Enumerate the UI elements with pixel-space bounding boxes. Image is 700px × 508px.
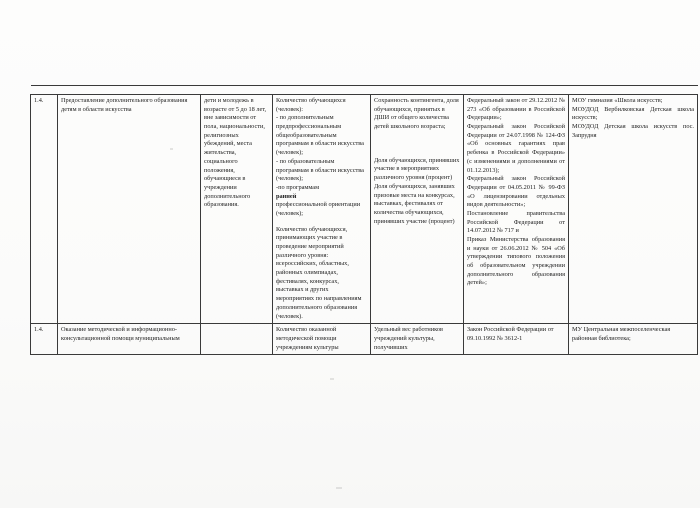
indicator-early-word: ранней [276,192,297,200]
indicator-early-orientation-tail: профессиональной ориентации (человек); [276,201,361,217]
law-99-fz: Федеральный закон Российской Федерации от 04.05.2011 № 99-ФЗ «О лицензировании отдельных видов деятельности»; [467,175,565,209]
cell-stub-ind [273,86,371,95]
quality-events-share: Доля обучающихся, принявших участие в мероприятиях различного уровня (процент) [374,156,460,182]
cell-service-name [58,95,201,324]
service-name-text: Оказание методической и информационно-консультационной помощи муниципальным [61,326,180,342]
table-row [31,324,698,355]
cell-legal-basis [464,324,569,355]
cell-stub-serv [58,86,201,95]
indicator-early-orientation-lead: -по программам [276,183,320,191]
law-order-504: Приказ Министерства образования и науки от 26.06.2012 № 504 «Об утверждении типового положения об образовательном учреждении дополнительного образования детей»; [467,236,565,287]
table-row-partial-top [31,86,698,95]
cell-stub-num [31,86,58,95]
cell-stub-law [464,86,569,95]
indicator-methodical-help-count: Количество оказанной методической помощи учреждениям культуры [276,326,339,351]
institution-verbilki-art-school: МОУДОД Вербилковская Детская школа искусств; [572,105,694,122]
cell-stub-inst [569,86,698,95]
law-decree-717: Постановление правительства Российской Федерации от 14.07.2012 № 717 и [467,209,565,235]
cell-institutions [569,324,698,355]
table-container [30,85,697,355]
spacer [276,219,367,226]
cell-consumer-category [201,95,273,324]
consumer-category-text: дети и молодежь в возрасте от 5 до 18 лет, вне зависимости от пола, национальности, религиозных убеждений, места жительства, социального положения, обучающиеся в учреждении дополнительного образования. [204,97,267,209]
spacer [374,132,460,139]
cell-quality-indicators [371,324,464,355]
law-3612-1: Закон Российской Федерации от 09.10.1992 № 3612-1 [467,326,554,342]
cell-service-name [58,324,201,355]
cell-item-number [31,95,58,324]
quality-contingent-retention: Сохранность контингента, доля обучающихся, принятых в ДШИ от общего количества детей школьного возраста; [374,97,459,131]
indicator-events-participation: Количество обучающихся, принимающих участие в проведение мероприятий различного уровня: всероссийских, областных, районных олимпиадах, фестивалях, конкурсах, выставках и других мероприятиях по направлениям дополнительного образования (человек). [276,225,362,320]
cell-volume-indicators [273,95,371,324]
cell-stub-cat [201,86,273,95]
quality-staff-share: Удельный вес работников учреждений культуры, получивших [374,326,443,351]
cell-legal-basis [464,95,569,324]
table-row [31,95,698,324]
indicator-edu-programs: - по образовательным программам в области искусства (человек); [276,157,364,183]
law-124-fz: Федеральный закон Российской Федерации от 24.07.1998 № 124-ФЗ «Об основных гарантиях прав ребенка в Российской Федерации» (с изменениями и дополнениями от 01.12.2013); [467,123,565,174]
indicator-preprof-programs: - по дополнительным предпрофессиональным общеобразовательным программам в области искусства (человек); [276,114,364,157]
cell-quality-indicators [371,95,464,324]
services-table [30,85,698,355]
institution-central-library: МУ Центральная межпоселенческая районная библиотека; [572,326,671,342]
cell-consumer-category [201,324,273,355]
item-number-text: 1.4. [34,326,44,334]
indicator-heading-count: Количество обучающихся (человек): [276,97,346,113]
cell-stub-qual [371,86,464,95]
spacer [374,146,460,153]
quality-prize-share: Доля обучающихся, занявших призовые места на конкурсах, выставках, фестивалях от количества обучающихся, принявших участие (процент) [374,182,455,225]
cell-volume-indicators [273,324,371,355]
institution-gymnasium-school-of-arts: МОУ гимназия «Школа искусств; [572,97,663,104]
spacer [374,139,460,146]
service-name-text: Предоставление дополнительного образования детям в области искусства [61,97,188,113]
law-273-fz: Федеральный закон от 29.12.2012 № 273 «Об образовании в Российской Федерации»; [467,97,565,122]
cell-item-number [31,324,58,355]
institution-zaprudnya-art-school: МОУДОД Детская школа искусств пос. Запрудня [572,123,694,139]
item-number-text: 1.4. [34,97,44,104]
cell-institutions [569,95,698,324]
